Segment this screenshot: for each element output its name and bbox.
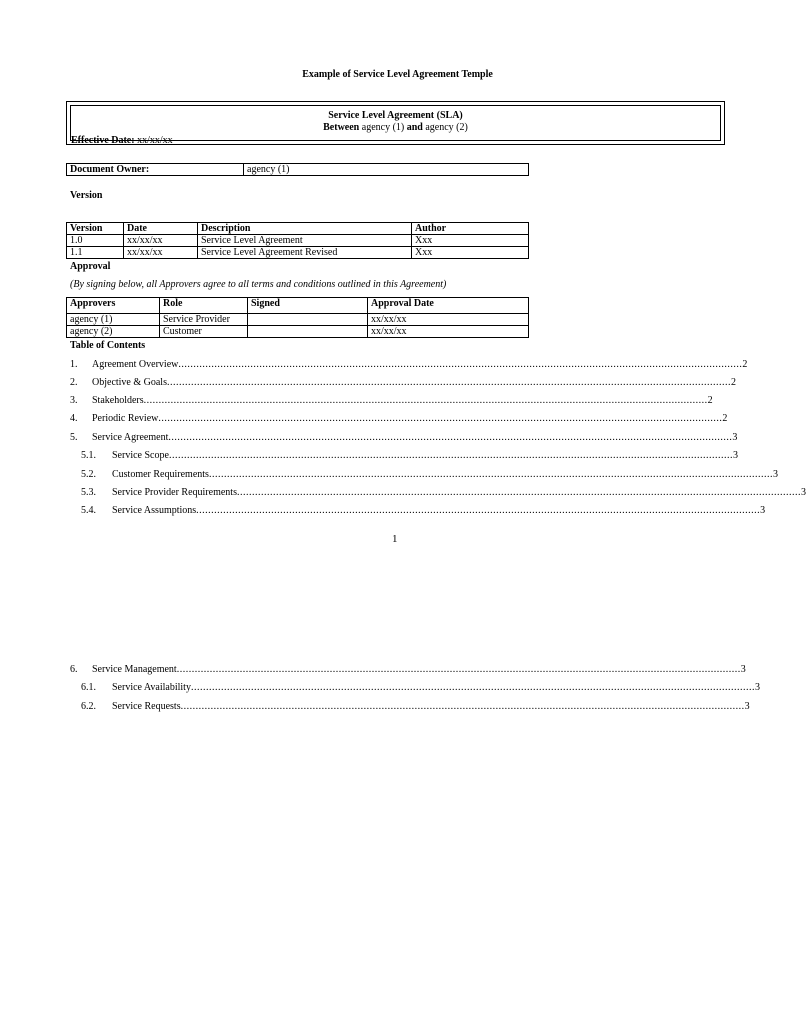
toc-entry[interactable] [81,469,778,481]
table-cell: Service Level Agreement [198,235,412,247]
table-header-row [67,298,529,314]
toc-title: Service Provider Requirements [112,487,237,498]
toc-leader: ............................................................................................................................................................................................ [168,432,733,443]
toc-title: Service Agreement [92,432,169,443]
signed-col-header: Signed [248,298,368,314]
approvers-col-header: Approvers [67,298,160,314]
toc-title: Agreement Overview [92,359,179,370]
page-number: 1 [392,533,398,545]
toc-leader: ............................................................................................................................................................................................ [143,395,708,406]
toc-number: 5. [70,432,78,443]
table-cell: 1.1 [67,247,124,259]
author-col-header: Author [412,223,529,235]
toc-title: Service Scope [112,450,169,461]
role-col-header: Role [160,298,248,314]
toc-leader: ............................................................................................................................................................................................ [158,413,723,424]
table-row [67,235,529,247]
sla-header-inner-border [70,105,721,146]
toc-page-number: 3 [754,682,760,693]
toc-entry[interactable] [81,487,806,499]
approval-note: (By signing below, all Approvers agree to all terms and conditions outlined in this Agreement) [70,279,447,290]
approval-heading: Approval [70,261,111,272]
toc-page-number: 3 [740,664,746,675]
toc-number: 3. [70,395,78,406]
toc-page-number: 2 [722,413,728,424]
effective-date-label: Effective Date: [71,135,135,146]
toc-number: 5.2. [81,469,96,480]
table-cell: agency (1) [67,314,160,326]
toc-page-number: 3 [772,469,778,480]
version-heading: Version [70,190,103,201]
and-label: and [406,122,423,133]
toc-leader: ............................................................................................................................................................................................ [190,682,755,693]
toc-title: Service Requests [112,701,181,712]
signature-cell [248,326,368,338]
toc-entry[interactable] [70,377,736,389]
toc-page-number: 2 [707,395,713,406]
table-cell: Xxx [412,247,529,259]
toc-heading: Table of Contents [70,340,146,351]
toc-number: 6.2. [81,701,96,712]
table-row [67,326,529,338]
party-2: agency (2) [425,122,468,133]
date-col-header: Date [124,223,198,235]
signature-cell [248,314,368,326]
toc-leader: ............................................................................................................................................................................................ [180,701,745,712]
sla-parties [71,122,720,133]
sla-title: Service Level Agreement (SLA) [328,110,463,121]
document-owner-table [66,163,529,176]
toc-number: 6. [70,664,78,675]
approval-date-col-header: Approval Date [368,298,529,314]
table-cell: xx/xx/xx [368,314,529,326]
document-title: Example of Service Level Agreement Temple [302,69,493,80]
sla-header-box [66,101,725,145]
table-cell: Service Level Agreement Revised [198,247,412,259]
toc-title: Service Management [92,664,177,675]
toc-title: Periodic Review [92,413,159,424]
toc-page-number: 2 [730,377,736,388]
toc-number: 4. [70,413,78,424]
toc-entry[interactable] [70,359,748,371]
party-1: agency (1) [361,122,405,133]
table-cell: Service Provider [160,314,248,326]
table-cell: xx/xx/xx [368,326,529,338]
toc-entry[interactable] [81,682,760,694]
toc-leader: ............................................................................................................................................................................................ [166,377,731,388]
table-row [67,164,529,176]
toc-entry[interactable] [70,395,713,407]
toc-entry[interactable] [70,413,728,425]
toc-leader: ............................................................................................................................................................................................ [196,505,761,516]
table-cell: agency (2) [67,326,160,338]
toc-page-number: 3 [732,450,738,461]
toc-number: 5.3. [81,487,96,498]
toc-title: Service Availability [112,682,191,693]
toc-entry[interactable] [70,664,746,676]
toc-number: 5.1. [81,450,96,461]
toc-entry[interactable] [81,505,766,517]
description-col-header: Description [198,223,412,235]
toc-number: 5.4. [81,505,96,516]
table-cell: 1.0 [67,235,124,247]
toc-leader: ............................................................................................................................................................................................ [178,359,743,370]
toc-page-number: 3 [800,487,806,498]
table-row [67,247,529,259]
toc-page-number: 3 [760,505,766,516]
toc-title: Stakeholders [92,395,144,406]
toc-page-number: 3 [732,432,738,443]
toc-entry[interactable] [81,450,738,462]
version-col-header: Version [67,223,124,235]
toc-leader: ............................................................................................................................................................................................ [168,450,733,461]
toc-number: 2. [70,377,78,388]
toc-page-number: 2 [742,359,748,370]
toc-page-number: 3 [744,701,750,712]
effective-date-value: xx/xx/xx [137,135,173,146]
owner-label: Document Owner: [67,164,244,176]
table-cell: xx/xx/xx [124,247,198,259]
toc-leader: ............................................................................................................................................................................................ [236,487,801,498]
table-cell: Customer [160,326,248,338]
effective-date [71,135,173,146]
toc-number: 6.1. [81,682,96,693]
toc-title: Service Assumptions [112,505,197,516]
toc-entry[interactable] [70,432,738,444]
approval-table [66,297,529,338]
toc-number: 1. [70,359,78,370]
version-table [66,222,529,259]
toc-leader: ............................................................................................................................................................................................ [176,664,741,675]
table-row [67,314,529,326]
toc-title: Customer Requirements [112,469,209,480]
toc-entry[interactable] [81,701,750,713]
table-header-row [67,223,529,235]
between-label: Between [323,122,360,133]
toc-leader: ............................................................................................................................................................................................ [208,469,773,480]
table-cell: Xxx [412,235,529,247]
owner-value: agency (1) [244,164,529,176]
toc-title: Objective & Goals [92,377,167,388]
table-cell: xx/xx/xx [124,235,198,247]
